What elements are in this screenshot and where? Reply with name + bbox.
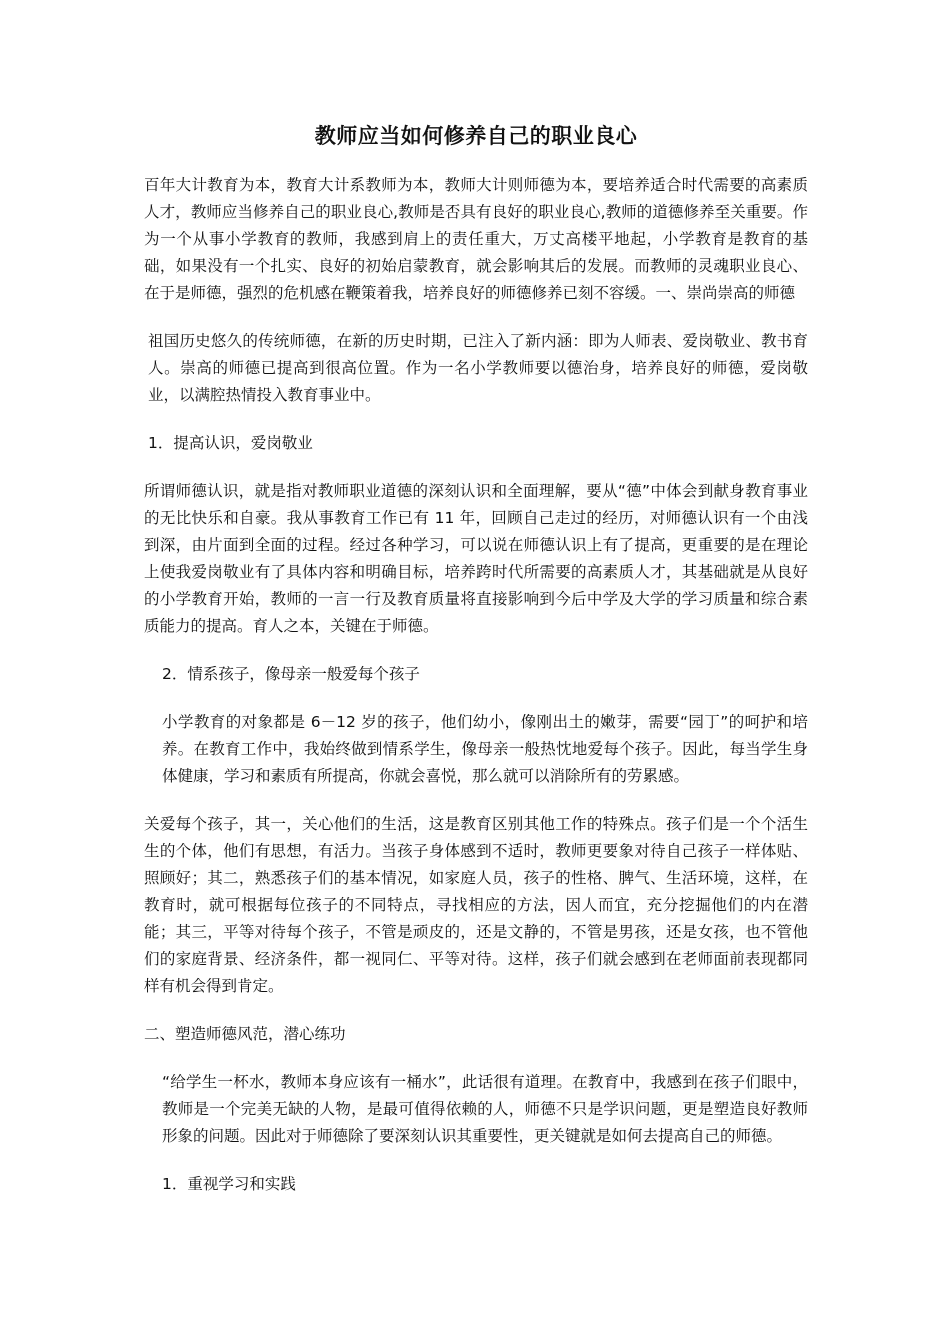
- paragraph-awareness: 所谓师德认识，就是指对教师职业道德的深刻认识和全面理解，要从“德”中体会到献身教育事业的无比快乐和自豪。我从事教育工作已有 11 年，回顾自己走过的经历，对师德认识有一个由浅到深，由片面到全面的过程。经过各种学习，可以说在师德认识上有了提高，更重要的是在理论上使我爱岗敬业有了具体内容和明确目标，培养跨时代所需要的高素质人才，其基础就是从良好的小学教育开始，教师的一言一行及教育质量将直接影响到今后中学及大学的学习质量和综合素质能力的提高。育人之本，关键在于师德。: [144, 482, 808, 635]
- heading-section-2: 二、塑造师德风范，潜心练功: [144, 1025, 346, 1043]
- document-title: 教师应当如何修养自己的职业良心: [314, 124, 638, 148]
- paragraph-tradition: 祖国历史悠久的传统师德，在新的历史时期，已注入了新内涵：即为人师表、爱岗敬业、教书育人。崇高的师德已提高到很高位置。作为一名小学教师要以德治身，培养良好的师德，爱岗敬业，以满腔热情投入教育事业中。: [148, 332, 808, 404]
- heading-section-1-2: 2．情系孩子，像母亲一般爱每个孩子: [162, 665, 420, 683]
- paragraph-intro: 百年大计教育为本，教育大计系教师为本，教师大计则师德为本，要培养适合时代需要的高素质人才，教师应当修养自己的职业良心,教师是否具有良好的职业良心,教师的道德修养至关重要。作为一个从事小学教育的教师，我感到肩上的责任重大，万丈高楼平地起，小学教育是教育的基础，如果没有一个扎实、良好的初始启蒙教育，就会影响其后的发展。而教师的灵魂职业良心、在于是师德，强烈的危机感在鞭策着我，培养良好的师德修养已刻不容缓。一、崇尚崇高的师德: [144, 176, 808, 302]
- heading-section-1-1: 1．提高认识，爱岗敬业: [148, 434, 313, 452]
- document-page: [144, 118, 808, 1198]
- paragraph-care: 关爱每个孩子，其一，关心他们的生活，这是教育区别其他工作的特殊点。孩子们是一个个活生生的个体，他们有思想，有活力。当孩子身体感到不适时，教师更要象对待自己孩子一样体贴、照顾好；其二，熟悉孩子们的基本情况，如家庭人员，孩子的性格、脾气、生活环境，这样，在教育时，就可根据每位孩子的不同特点，寻找相应的方法，因人而宜，充分挖掘他们的内在潜能；其三，平等对待每个孩子，不管是顽皮的，还是文静的，不管是男孩，还是女孩，也不管他们的家庭背景、经济条件，都一视同仁、平等对待。这样，孩子们就会感到在老师面前表现都同样有机会得到肯定。: [144, 815, 808, 995]
- paragraph-water: “给学生一杯水，教师本身应该有一桶水”，此话很有道理。在教育中，我感到在孩子们眼中，教师是一个完美无缺的人物，是最可值得依赖的人，师德不只是学识问题，更是塑造良好教师形象的问题。因此对于师德除了要深刻认识其重要性，更关键就是如何去提高自己的师德。: [162, 1073, 808, 1145]
- paragraph-children: 小学教育的对象都是 6－12 岁的孩子，他们幼小，像刚出土的嫩芽，需要“园丁”的呵护和培养。在教育工作中，我始终做到情系学生，像母亲一般热忱地爱每个孩子。因此，每当学生身体健康，学习和素质有所提高，你就会喜悦，那么就可以消除所有的劳累感。: [162, 713, 808, 785]
- heading-section-2-1: 1．重视学习和实践: [162, 1175, 296, 1193]
